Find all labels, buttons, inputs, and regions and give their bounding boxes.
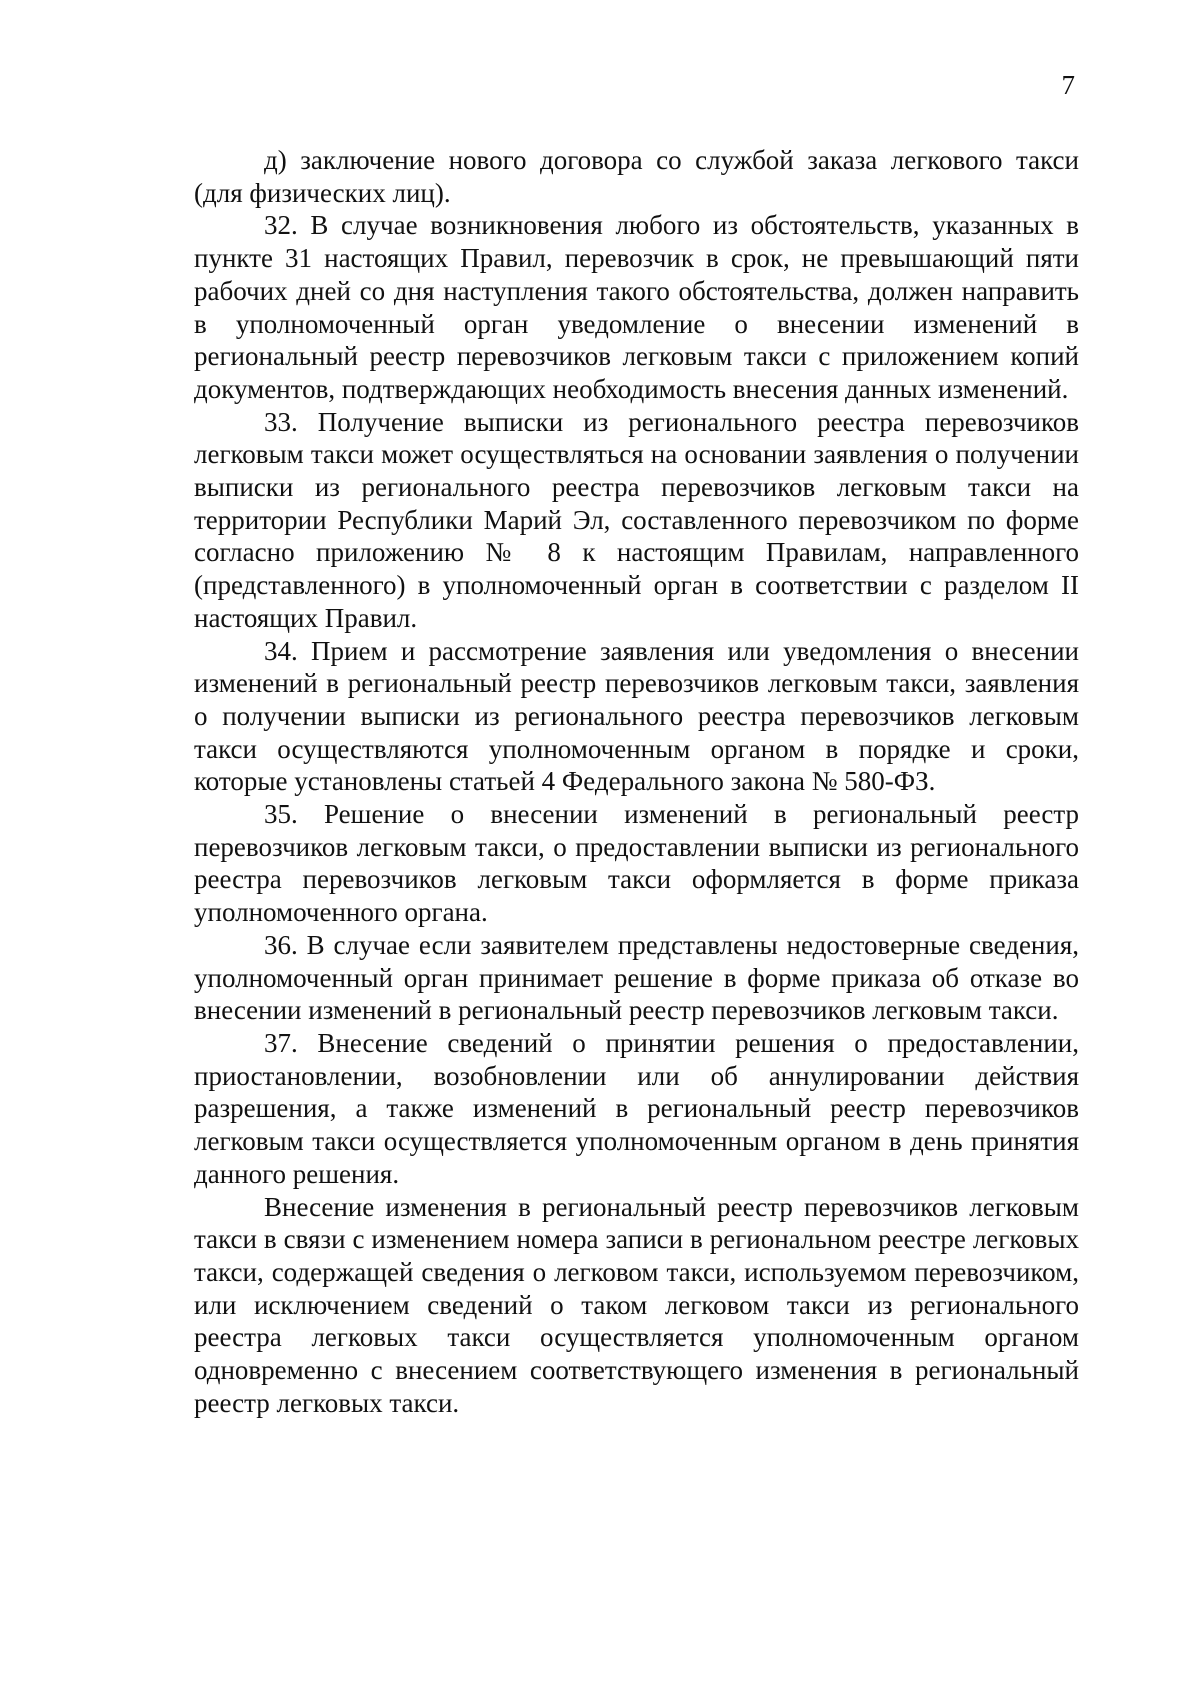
paragraph-37: 37. Внесение сведений о принятии решения о предоставлении, приостановлении, возобновлении или об аннулировании действия разрешения, а также изменений в региональный реестр перевозчиков легковым такси осуществляется уполномоченным органом в день принятия данного решения. bbox=[194, 1027, 1079, 1189]
paragraph-37-continuation: Внесение изменения в региональный реестр перевозчиков легковым такси в связи с изменением номера записи в региональном реестре легковых такси, содержащей сведения о легковом такси, используемом перевозчиком, или исключением сведений о таком легковом такси из регионального реестра легковых такси осуществляется уполномоченным органом одновременно с внесением соответствующего изменения в региональный реестр легковых такси. bbox=[194, 1191, 1079, 1418]
document-body bbox=[194, 144, 1079, 1419]
page-number: 7 bbox=[1061, 70, 1075, 100]
paragraph-item-d: д) заключение нового договора со службой заказа легкового такси (для физических лиц). bbox=[194, 145, 1079, 208]
paragraph-33: 33. Получение выписки из регионального реестра перевозчиков легковым такси может осуществляться на основании заявления о получении выписки из регионального реестра перевозчиков легковым такси на территории Республики Марий Эл, составленного перевозчиком по форме согласно приложению № 8 к настоящим Правилам, направленного (представленного) в уполномоченный орган в соответствии с разделом II настоящих Правил. bbox=[194, 406, 1079, 633]
paragraph-35: 35. Решение о внесении изменений в региональный реестр перевозчиков легковым такси, о предоставлении выписки из регионального реестра перевозчиков легковым такси оформляется в форме приказа уполномоченного органа. bbox=[194, 799, 1079, 928]
paragraph-34: 34. Прием и рассмотрение заявления или уведомления о внесении изменений в региональный реестр перевозчиков легковым такси, заявления о получении выписки из регионального реестра перевозчиков легковым такси осуществляются уполномоченным органом в порядке и сроки, которые установлены статьей 4 Федерального закона № 580-ФЗ. bbox=[194, 635, 1079, 797]
paragraph-32: 32. В случае возникновения любого из обстоятельств, указанных в пункте 31 настоящих Правил, перевозчик в срок, не превышающий пяти рабочих дней со дня наступления такого обстоятельства, должен направить в уполномоченный орган уведомление о внесении изменений в региональный реестр перевозчиков легковым такси с приложением копий документов, подтверждающих необходимость внесения данных изменений. bbox=[194, 210, 1079, 404]
paragraph-36: 36. В случае если заявителем представлены недостоверные сведения, уполномоченный орган принимает решение в форме приказа об отказе во внесении изменений в региональный реестр перевозчиков легковым такси. bbox=[194, 929, 1079, 1026]
